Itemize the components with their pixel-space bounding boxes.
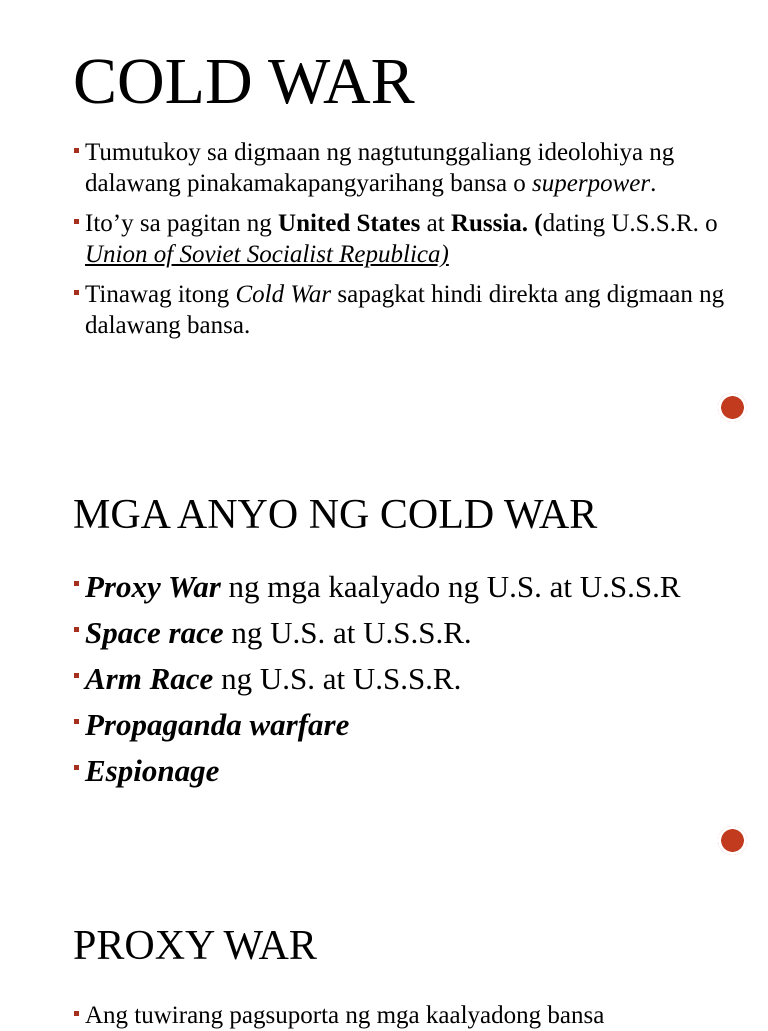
text-run: Arm Race	[85, 661, 214, 696]
circle-divider-icon	[718, 393, 747, 422]
text-run: Espionage	[85, 753, 220, 788]
square-bullet-icon	[74, 719, 79, 724]
bullet-item	[73, 752, 728, 789]
circle-divider-icon	[718, 826, 747, 855]
text-run: ng mga kaalyado ng U.S. at U.S.S.R	[220, 569, 681, 604]
bullet-list	[73, 568, 728, 798]
bullet-item	[73, 208, 728, 270]
text-run: ng U.S. at U.S.S.R.	[213, 661, 462, 696]
square-bullet-icon	[74, 581, 79, 586]
bullet-text	[85, 615, 472, 650]
bullet-item	[73, 660, 728, 697]
square-bullet-icon	[74, 148, 79, 153]
text-run: United States	[278, 210, 421, 237]
bullet-item	[73, 568, 728, 605]
bullet-item	[73, 279, 728, 341]
text-run: Ito’y sa pagitan ng	[85, 210, 279, 237]
bullet-text	[85, 1002, 604, 1029]
text-run: Tumutukoy sa digmaan ng nagtutunggaliang ideolohiya ng dalawang pinakamakapangyarihang bansa o	[85, 139, 675, 197]
bullet-item	[73, 1000, 728, 1031]
square-bullet-icon	[74, 290, 79, 295]
slide-title: MGA ANYO NG COLD WAR	[73, 492, 598, 538]
bullet-text	[85, 707, 349, 742]
text-run: superpower	[532, 170, 651, 197]
slide-title: COLD WAR	[73, 45, 415, 118]
square-bullet-icon	[74, 765, 79, 770]
bullet-text	[85, 139, 674, 197]
bullet-text	[85, 281, 724, 339]
text-run: Cold War	[235, 281, 332, 308]
bullet-item	[73, 706, 728, 743]
text-run: sapagkat hindi direkta ang digmaan ng dalawang bansa.	[85, 281, 725, 339]
bullet-item	[73, 614, 728, 651]
bullet-text	[85, 661, 461, 696]
text-run: Union of Soviet Socialist Republica)	[85, 241, 449, 268]
square-bullet-icon	[74, 1011, 79, 1016]
text-run: Propaganda warfare	[85, 707, 350, 742]
text-run: Russia. (	[450, 210, 543, 237]
text-run: Ang tuwirang pagsuporta ng mga kaalyadong bansa	[85, 1002, 605, 1029]
bullet-text	[85, 753, 219, 788]
square-bullet-icon	[74, 219, 79, 224]
bullet-text	[85, 210, 718, 268]
bullet-list	[73, 137, 728, 350]
text-run: at	[420, 210, 451, 237]
text-run: .	[650, 170, 657, 197]
text-run: Space race	[85, 615, 224, 650]
bullet-text	[85, 569, 681, 604]
slide-title: PROXY WAR	[73, 923, 317, 969]
text-run: Proxy War	[85, 569, 221, 604]
text-run: dating U.S.S.R. o	[542, 210, 718, 237]
square-bullet-icon	[74, 673, 79, 678]
text-run: ng U.S. at U.S.S.R.	[223, 615, 472, 650]
bullet-list	[73, 1000, 728, 1031]
text-run: Tinawag itong	[85, 281, 236, 308]
bullet-item	[73, 137, 728, 199]
square-bullet-icon	[74, 627, 79, 632]
